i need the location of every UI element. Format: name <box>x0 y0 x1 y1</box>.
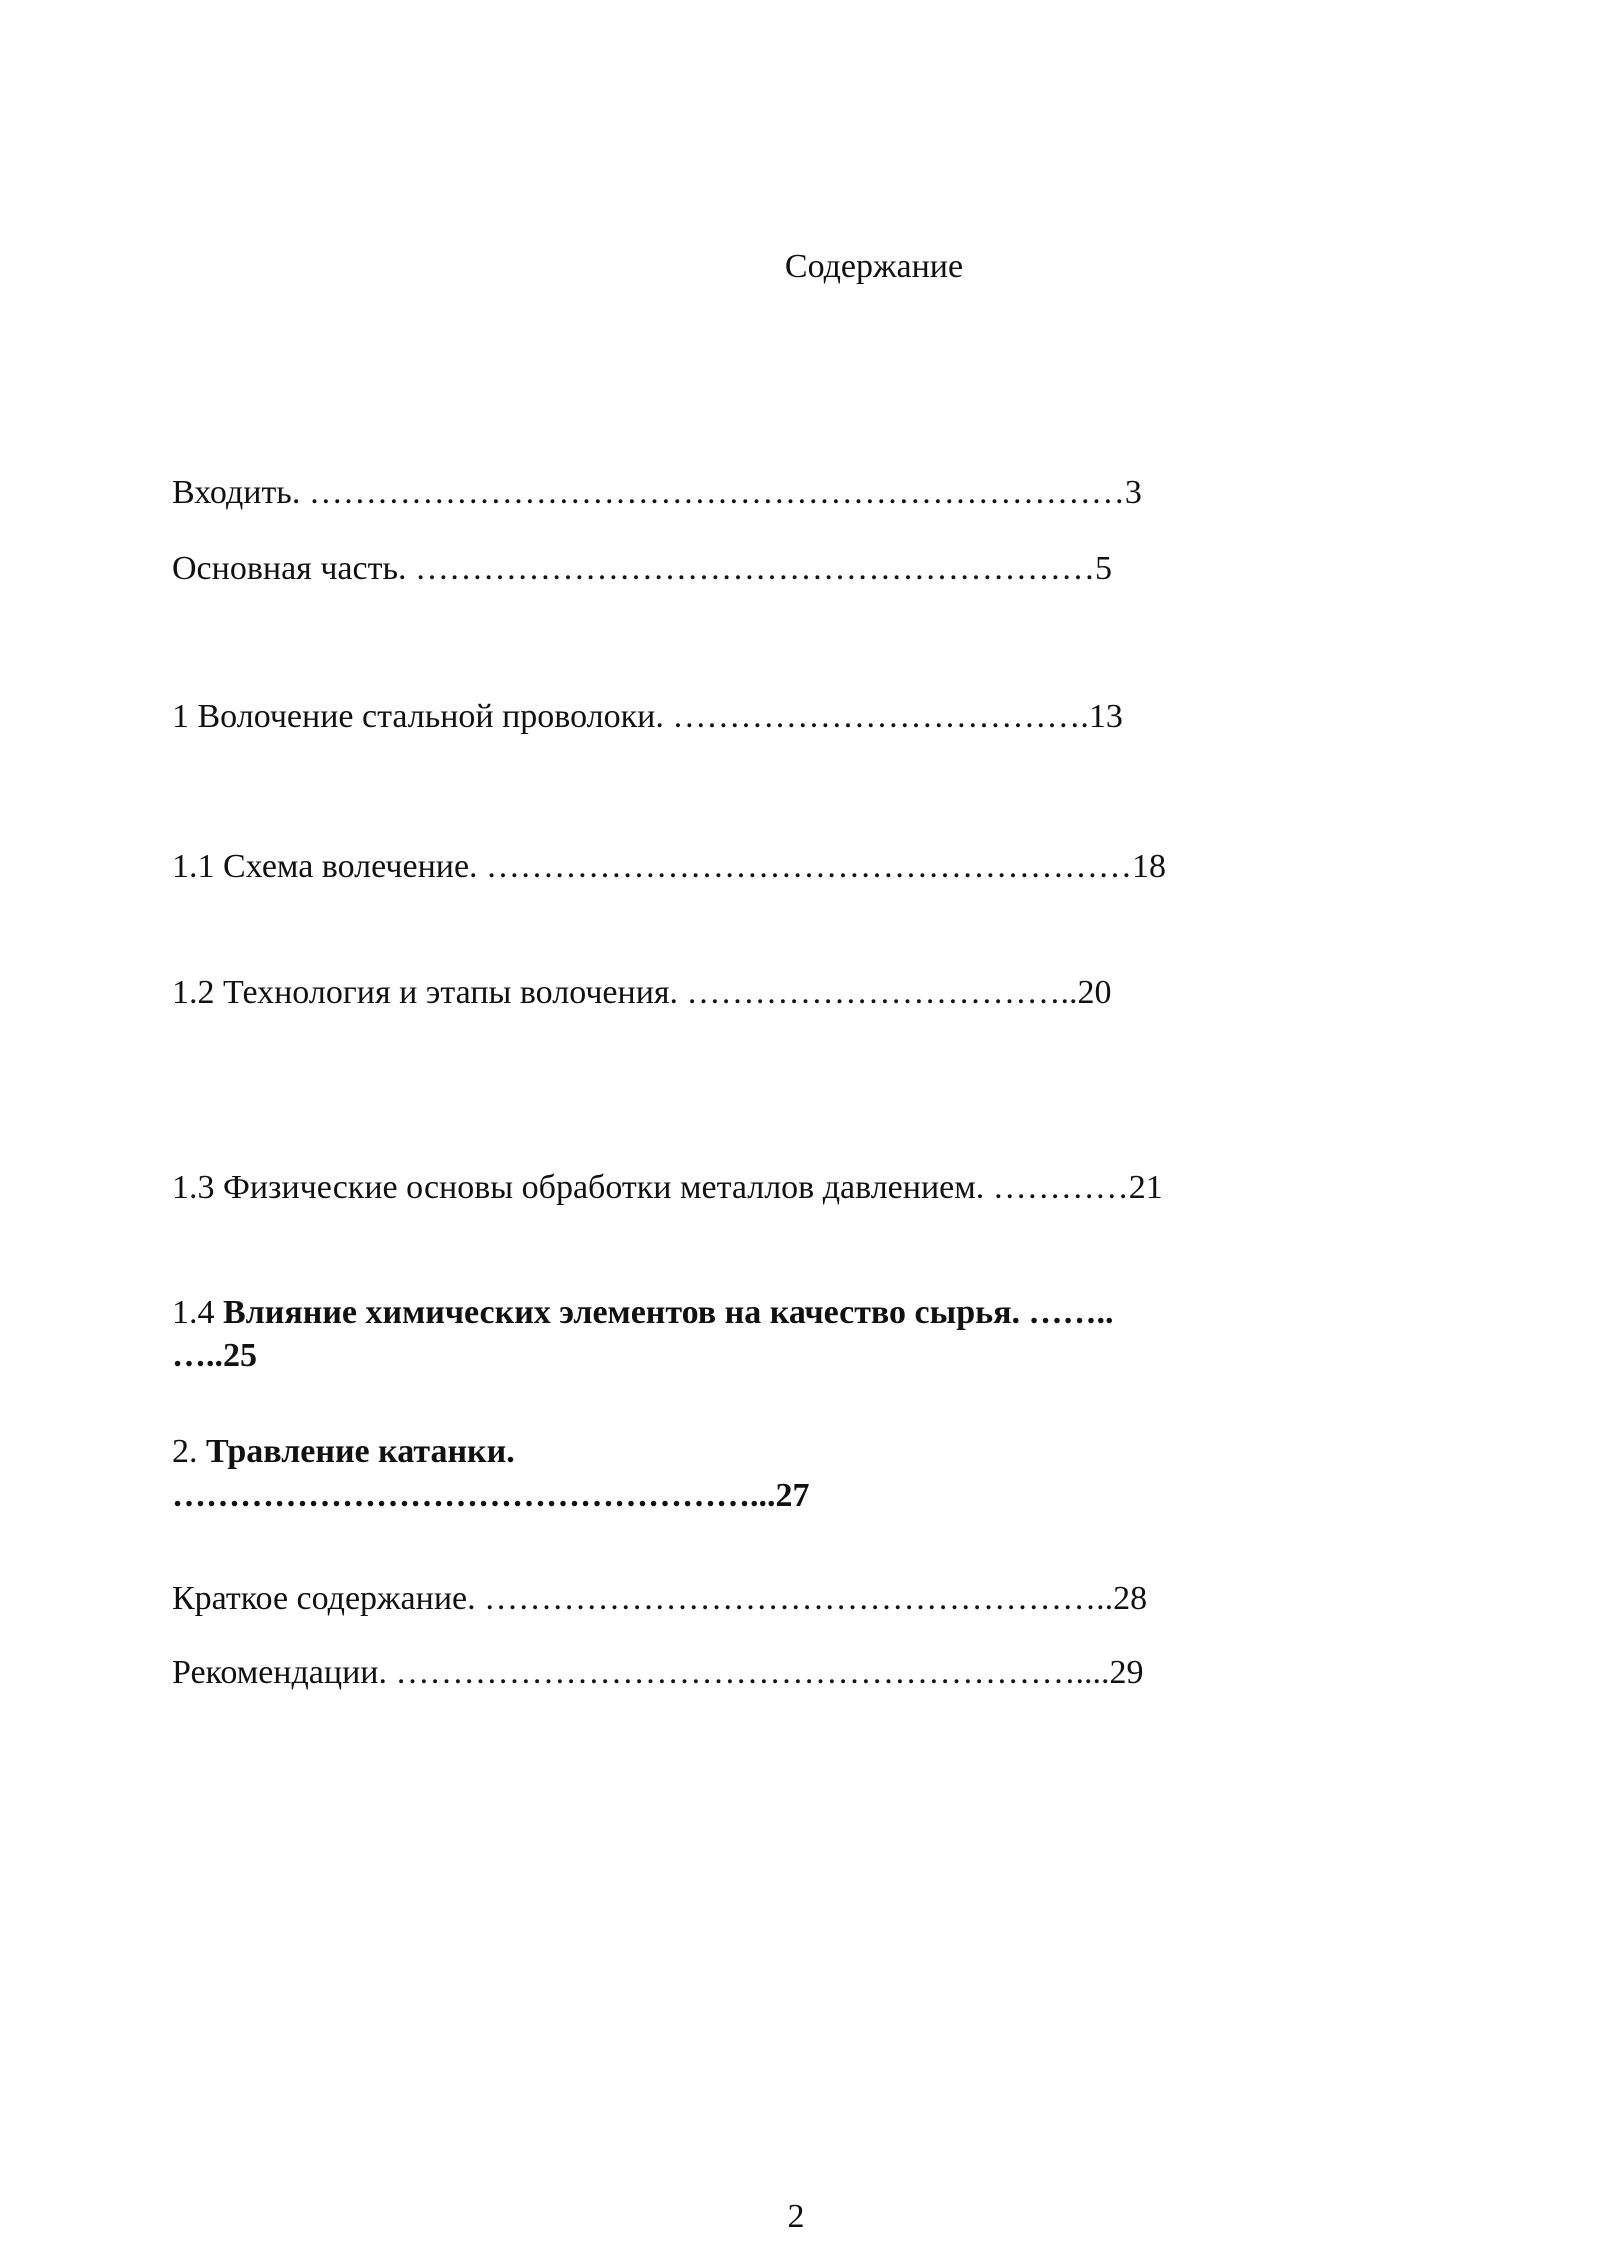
toc-entry-number: 2. <box>172 1433 206 1470</box>
toc-entry-title: Травление катанки. <box>206 1433 515 1470</box>
toc-entry-section-2 <box>172 1429 515 1474</box>
toc-entry-summary: Краткое содержание. ………………………………………………..28 <box>172 1580 1148 1617</box>
toc-entry-section-2-page: ……………………………………………...27 <box>172 1477 810 1514</box>
toc-entry-section-1-4 <box>172 1290 1113 1335</box>
toc-entry-section-1-1: 1.1 Схема волечение. …………………………………………………18 <box>172 848 1167 885</box>
toc-entry-section-1: 1 Волочение стальной проволоки. ……………………………….13 <box>172 698 1123 735</box>
page-number: 2 <box>787 2198 805 2235</box>
toc-entry-section-1-4-page: …..25 <box>172 1337 257 1374</box>
toc-entry-recommendations: Рекомендации. ……………………………………………………....29 <box>172 1654 1144 1691</box>
toc-entry-section-1-3: 1.3 Физические основы обработки металлов давлением. …………21 <box>172 1169 1163 1206</box>
toc-heading: Содержание <box>784 248 964 285</box>
toc-entry-introduction: Входить. ………………………………………………………………3 <box>172 474 1142 511</box>
toc-entry-title: Влияние химических элементов на качество сырья. …….. <box>223 1294 1114 1331</box>
toc-entry-section-1-2: 1.2 Технология и этапы волочения. ……………………………..20 <box>172 974 1112 1011</box>
toc-entry-main-part: Основная часть. ……………………………………………………5 <box>172 550 1112 587</box>
toc-entry-number: 1.4 <box>172 1294 223 1331</box>
